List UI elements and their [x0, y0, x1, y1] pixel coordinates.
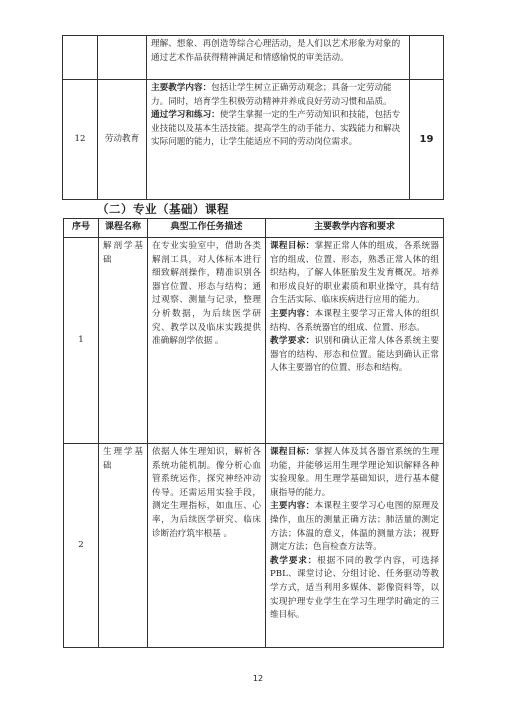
- row-number: 12: [63, 80, 98, 200]
- table-row: [64, 238, 444, 444]
- header-content: 主要教学内容和要求: [266, 219, 444, 238]
- goal-label: 课程目标：: [270, 241, 315, 251]
- page-number: 12: [252, 674, 264, 683]
- goal-text: 掌握人体及其各器官系统的生理功能，并能够运用生理学理论知识解释各种实验现象。用生理学基础知识，进行基本健康指导的能力。: [270, 447, 439, 498]
- content-requirements: [266, 444, 444, 648]
- course-hours: 19: [410, 80, 444, 200]
- table-header-row: [64, 219, 444, 238]
- course-name: 解剖学基础: [99, 238, 148, 444]
- requirement-label: 教学要求：: [270, 336, 315, 347]
- content-text: 本课程主要学习心电图的原理及操作，血压的测量正确方法；肺活量的测定方法；体温的意义，体温的测量方法；视野测定方法；色盲检查方法等。: [270, 501, 439, 553]
- goal-label: 课程目标：: [270, 447, 315, 457]
- task-description: 依据人体生理知识，解析各系统功能机制。像分析心血管系统运作，探究神经冲动传导。还需运用实验手段，测定生理指标，如血压、心率，为后续医学研究、临床诊断治疗筑牢根基 。: [148, 444, 266, 648]
- content-label: 主要内容：: [270, 308, 315, 319]
- row-number: 1: [64, 238, 99, 444]
- continuation-cell: 理解、想象、再创造等综合心理活动，是人们以艺术形象为对象的通过艺术作品获得精神满足和情感愉悦的审美活动。: [147, 36, 410, 80]
- content-text: 本课程主要学习正常人体的组织结构、各系统器官的组成、位置、形态。: [270, 308, 439, 333]
- header-tasks: 典型工作任务描述: [148, 219, 266, 238]
- professional-course-table: [63, 218, 444, 648]
- course-name: 劳动教育: [98, 80, 147, 200]
- course-name: 生理学基础: [99, 444, 148, 648]
- requirement-label: 教学要求：: [270, 555, 318, 566]
- table-row: [63, 80, 444, 200]
- table-row: [64, 444, 444, 648]
- requirement-text: 识别和确认正常人体各系统主要器官的结构、形态和位置。能达到确认正常人体主要器官的位置、形态和结构。: [270, 336, 439, 374]
- content-text: 包括让学生树立正确劳动观念；具备一定劳动能力。同时，培育学生积极劳动精神并养成良好劳动习惯和品质。: [151, 83, 392, 107]
- section-title: （二）专业（基础）课程: [97, 202, 229, 216]
- goal-text: 掌握正常人体的组成，各系统器官的组成、位置、形态，熟悉正常人体的组织结构，了解人体胚胎发生发育概况。培养和形成良好的职业素质和职业操守，具有结合生活实际、临床疾病进行应用的能力。: [270, 241, 439, 306]
- general-course-table-continuation: [62, 35, 444, 200]
- content-requirements: [266, 238, 444, 444]
- content-label: 主要教学内容：: [151, 83, 212, 93]
- content-label: 主要内容：: [270, 501, 315, 512]
- requirement-text: 根据不同的教学内容，可选择PBL、课堂讨论、分组讨论、任务驱动等教学方式，适当利用多媒体、影像资料等，以实现护理专业学生在学习生理学时确定的三维目标。: [270, 555, 439, 621]
- course-content-cell: [147, 80, 410, 200]
- task-description: 在专业实验室中，借助各类解剖工具，对人体标本进行细致解剖操作，精准识别各器官位置、形态与结构；通过观察、测量与记录，整理分析数据，为后续医学研究、教学以及临床实践提供准确解剖学依据 。: [148, 238, 266, 444]
- row-number: 2: [64, 444, 99, 648]
- method-text: 使学生掌握一定的生产劳动知识和技能，包括专业技能以及基本生活技能。提高学生的动手能力、实践能力和解决实际问题的能力，让学生能适应不同的劳动岗位需求。: [151, 110, 401, 148]
- table-row: [63, 36, 444, 80]
- header-name: 课程名称: [99, 219, 148, 238]
- header-num: 序号: [64, 219, 99, 238]
- method-label: 通过学习和练习：: [151, 110, 220, 121]
